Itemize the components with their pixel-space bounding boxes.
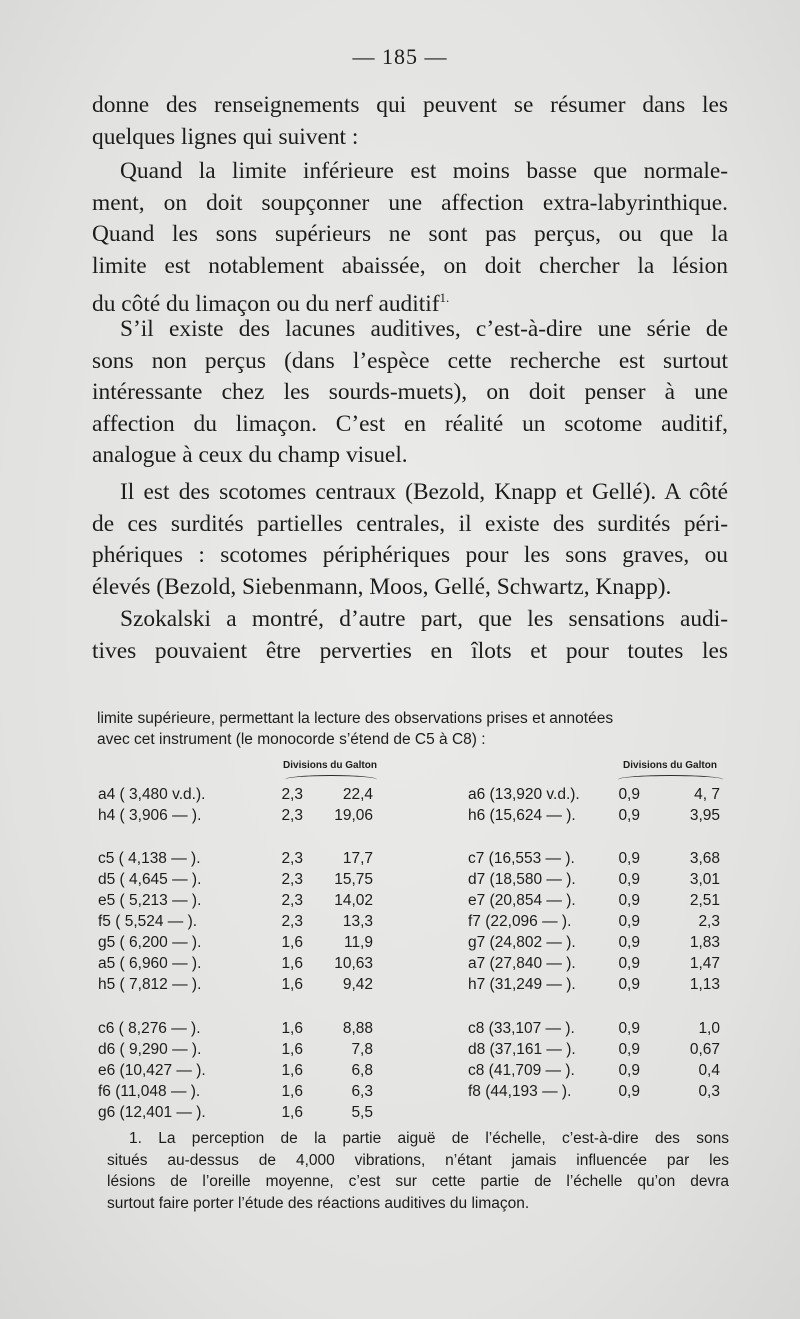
left-cell-galton-division: 2,3	[281, 850, 303, 867]
right-cell-galton-division: 0,9	[618, 955, 640, 972]
left-cell-note: g5 ( 6,200 — ).	[98, 934, 202, 951]
right-cell-value: 0,67	[689, 1041, 720, 1058]
left-cell-galton-division: 1,6	[281, 1020, 303, 1037]
right-cell-note: a6 (13,920 v.d.).	[468, 786, 580, 803]
text-line: intéressante chez les sourds-muets), on doit penser à une	[92, 379, 728, 406]
right-cell-note: e7 (20,854 — ).	[468, 892, 576, 909]
footnote	[107, 1128, 729, 1214]
right-cell-value: 1,0	[698, 1020, 720, 1037]
right-cell-value: 2,51	[689, 892, 720, 909]
brace-left	[285, 775, 377, 784]
right-cell-note: g7 (24,802 — ).	[468, 934, 576, 951]
paragraph	[92, 90, 728, 153]
left-cell-note: c5 ( 4,138 — ).	[98, 850, 201, 867]
text-line: donne des renseignements qui peuvent se résumer dans les	[92, 92, 728, 118]
footnote-line: 1. La perception de la partie aiguë de l’échelle, c’est-à-dire des sons	[129, 1130, 729, 1147]
right-cell-note: c8 (33,107 — ).	[468, 1020, 575, 1037]
paragraph	[92, 477, 728, 603]
left-cell-note: d5 ( 4,645 — ).	[98, 871, 202, 888]
left-cell-value: 11,9	[343, 934, 373, 951]
left-cell-note: a4 ( 3,480 v.d.).	[98, 786, 206, 803]
left-cell-value: 22,4	[342, 786, 373, 803]
text-line: S’il existe des lacunes auditives, c’est-à-dire une série de	[120, 316, 728, 342]
right-cell-value: 1,13	[689, 976, 720, 993]
left-cell-note: f6 (11,048 — ).	[98, 1083, 201, 1100]
left-cell-note: e6 (10,427 — ).	[98, 1062, 206, 1079]
right-cell-note: f8 (44,193 — ).	[468, 1083, 572, 1100]
left-cell-value: 10,63	[334, 955, 373, 972]
right-cell-galton-division: 0,9	[618, 934, 640, 951]
left-cell-value: 6,8	[351, 1062, 373, 1079]
table-intro	[97, 708, 729, 750]
left-cell-note: g6 (12,401 — ).	[98, 1104, 206, 1121]
left-cell-galton-division: 1,6	[281, 1041, 303, 1058]
text-line: élevés (Bezold, Siebenmann, Moos, Gellé, Schwartz, Knapp).	[92, 573, 672, 600]
footnote-line: situés au-dessus de 4,000 vibrations, n’étant jamais influencée par les	[107, 1151, 729, 1169]
left-cell-value: 9,42	[342, 976, 373, 993]
left-cell-note: a5 ( 6,960 — ).	[98, 955, 202, 972]
left-cell-galton-division: 1,6	[281, 934, 303, 951]
text-line: de ces surdités partielles centrales, il existe des surdités péri-	[92, 510, 728, 537]
footnote-line: surtout faire porter l’étude des réactions auditives du limaçon.	[107, 1194, 530, 1212]
left-cell-note: e5 ( 5,213 — ).	[98, 892, 202, 909]
right-cell-galton-division: 0,9	[618, 871, 640, 888]
paragraph	[92, 156, 728, 321]
left-cell-galton-division: 2,3	[281, 913, 303, 930]
right-cell-value: 1,83	[689, 934, 720, 951]
right-cell-note: a7 (27,840 — ).	[468, 955, 576, 972]
right-cell-note: f7 (22,096 — ).	[468, 913, 572, 930]
text-line: limite supérieure, permettant la lecture des observations prises et annotées	[97, 710, 614, 727]
text-line: Il est des scotomes centraux (Bezold, Knapp et Gellé). A côté	[120, 479, 728, 505]
right-cell-value: 0,4	[698, 1062, 720, 1079]
left-cell-value: 7,8	[351, 1041, 373, 1058]
text-line: analogue à ceux du champ visuel.	[92, 442, 408, 469]
left-cell-galton-division: 1,6	[281, 1104, 303, 1121]
left-cell-galton-division: 2,3	[281, 871, 303, 888]
text-line: Szokalski a montré, d’autre part, que les sensations audi-	[120, 606, 728, 632]
footnote-ref: 1.	[439, 290, 450, 306]
right-cell-value: 3,95	[689, 807, 720, 824]
right-cell-value: 3,68	[689, 850, 720, 867]
right-cell-note: d7 (18,580 — ).	[468, 871, 576, 888]
left-cell-galton-division: 1,6	[281, 1083, 303, 1100]
right-cell-galton-division: 0,9	[618, 892, 640, 909]
right-cell-note: d8 (37,161 — ).	[468, 1041, 576, 1058]
left-cell-value: 14,02	[334, 892, 373, 909]
left-cell-value: 6,3	[351, 1083, 373, 1100]
right-cell-note: h6 (15,624 — ).	[468, 807, 576, 824]
left-cell-galton-division: 2,3	[281, 786, 303, 803]
footnote-line: lésions de l’oreille moyenne, c’est sur cette partie de l’échelle qu’on devra	[107, 1173, 729, 1190]
right-cell-note: c8 (41,709 — ).	[468, 1062, 575, 1079]
text-line: ment, on doit soupçonner une affection extra-labyrinthique.	[92, 189, 728, 216]
left-cell-galton-division: 1,6	[281, 1062, 303, 1079]
left-cell-value: 19,06	[334, 807, 373, 824]
left-cell-value: 15,75	[334, 871, 373, 888]
left-cell-note: h5 ( 7,812 — ).	[98, 976, 202, 993]
brace-right	[618, 775, 723, 784]
left-cell-note: d6 ( 9,290 — ).	[98, 1041, 202, 1058]
right-cell-note: c7 (16,553 — ).	[468, 850, 575, 867]
page-number: — 185 —	[352, 44, 448, 69]
right-cell-value: 4, 7	[694, 786, 720, 803]
left-cell-value: 17,7	[342, 850, 373, 867]
text-line: affection du limaçon. C’est en réalité un scotome auditif,	[92, 410, 728, 437]
text-line-content: du côté du limaçon ou du nerf auditif	[92, 291, 440, 318]
text-line: Quand la limite inférieure est moins basse que normale-	[120, 158, 728, 184]
right-cell-galton-division: 0,9	[618, 1062, 640, 1079]
text-line: phériques : scotomes périphériques pour les sons graves, ou	[92, 542, 728, 569]
right-cell-note: h7 (31,249 — ).	[468, 976, 576, 993]
text-line: Quand les sons supérieurs ne sont pas perçus, ou que la	[92, 221, 728, 248]
paragraph	[92, 314, 728, 472]
text-line: tives pouvaient être perverties en îlots et pour toutes les	[92, 637, 728, 664]
galton-header-left: Divisions du Galton	[283, 760, 377, 771]
paragraph	[92, 604, 728, 667]
right-cell-value: 3,01	[689, 871, 720, 888]
left-cell-value: 13,3	[342, 913, 373, 930]
right-cell-galton-division: 0,9	[618, 850, 640, 867]
left-cell-galton-division: 2,3	[281, 892, 303, 909]
right-cell-galton-division: 0,9	[618, 1020, 640, 1037]
left-cell-note: c6 ( 8,276 — ).	[98, 1020, 201, 1037]
left-cell-galton-division: 1,6	[281, 976, 303, 993]
right-cell-galton-division: 0,9	[618, 976, 640, 993]
right-cell-galton-division: 0,9	[618, 1083, 640, 1100]
right-cell-galton-division: 0,9	[618, 786, 640, 803]
text-line: limite est notablement abaissée, on doit chercher la lésion	[92, 252, 728, 279]
right-cell-value: 1,47	[689, 955, 720, 972]
right-cell-galton-division: 0,9	[618, 1041, 640, 1058]
left-cell-note: f5 ( 5,524 — ).	[98, 913, 198, 930]
right-cell-galton-division: 0,9	[618, 807, 640, 824]
right-cell-value: 2,3	[698, 913, 720, 930]
right-cell-galton-division: 0,9	[618, 913, 640, 930]
left-cell-note: h4 ( 3,906 — ).	[98, 807, 202, 824]
left-cell-value: 5,5	[351, 1104, 373, 1121]
left-cell-galton-division: 1,6	[281, 955, 303, 972]
left-cell-galton-division: 2,3	[281, 807, 303, 824]
right-cell-value: 0,3	[698, 1083, 720, 1100]
text-line: avec cet instrument (le monocorde s’étend de C5 à C8) :	[97, 731, 486, 748]
text-line: sons non perçus (dans l’espèce cette recherche est surtout	[92, 347, 728, 374]
galton-header-right: Divisions du Galton	[623, 760, 717, 771]
left-cell-value: 8,88	[342, 1020, 373, 1037]
text-line: quelques lignes qui suivent :	[92, 123, 359, 150]
